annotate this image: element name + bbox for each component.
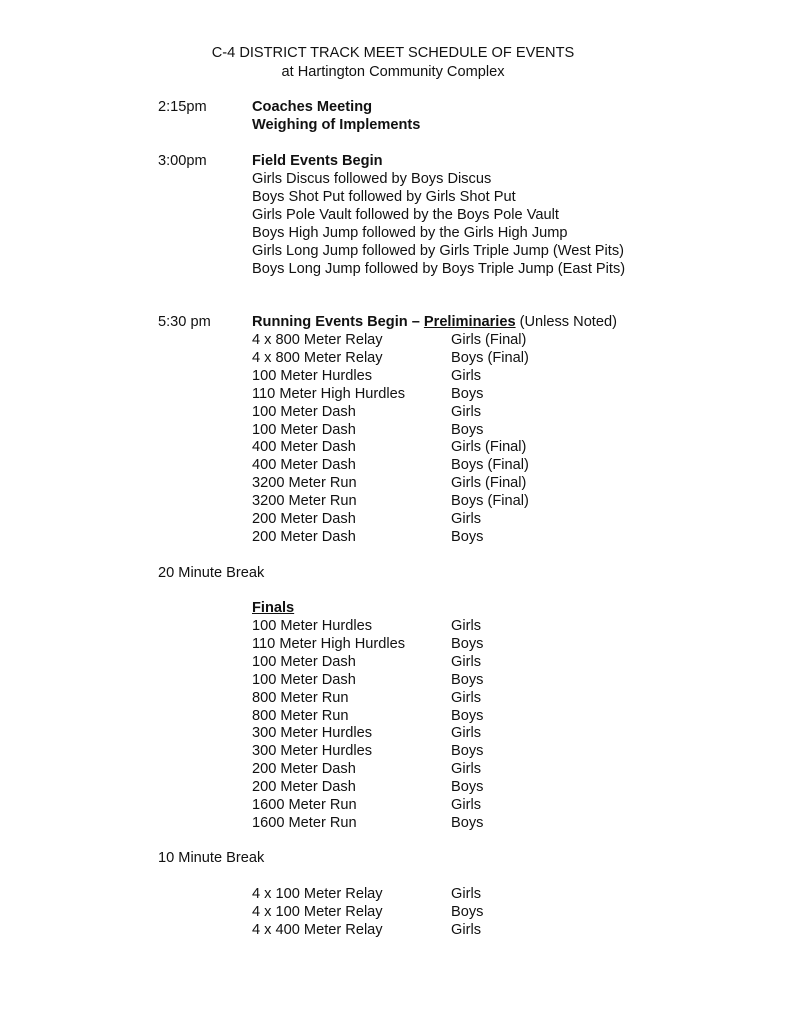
event-row [0,385,786,403]
time-215: 2:15pm [158,99,207,115]
event-row [0,742,786,760]
event-row [0,331,786,349]
event-row [0,707,786,725]
event-group: Boys (Final) [451,349,529,366]
event-name: 100 Meter Dash [252,671,356,688]
event-name: 3200 Meter Run [252,475,357,492]
event-group: Boys (Final) [451,493,529,510]
event-group: Girls (Final) [451,332,527,348]
event-group: Boys [451,671,484,688]
event-row [0,903,786,921]
field-event-item: Girls Long Jump followed by Girls Triple Jump (West Pits) [252,242,624,259]
event-name: 200 Meter Dash [252,779,356,796]
running-events-heading [252,313,617,331]
event-name: 1600 Meter Run [252,797,357,813]
event-group: Girls (Final) [451,439,527,456]
event-name: 4 x 100 Meter Relay [252,886,383,902]
event-name: 110 Meter High Hurdles [252,635,406,652]
event-group: Girls (Final) [451,475,527,492]
event-row [0,653,786,671]
event-row [0,689,786,707]
event-row [0,635,786,653]
event-row [0,760,786,778]
event-group: Girls [451,689,481,706]
event-row [0,796,786,814]
event-row [0,403,786,421]
event-name: 100 Meter Dash [252,653,356,670]
event-name: 300 Meter Hurdles [252,743,373,760]
time-300: 3:00pm [158,153,207,169]
event-group: Girls [451,725,481,742]
event-row [0,510,786,528]
event-row [0,367,786,385]
event-name: 200 Meter Dash [252,511,356,527]
event-row [0,474,786,492]
event-name: 4 x 100 Meter Relay [252,903,383,920]
document-title: C-4 DISTRICT TRACK MEET SCHEDULE OF EVENTS [211,45,575,61]
document-subtitle: at Hartington Community Complex [281,64,505,80]
event-name: 800 Meter Run [252,707,349,724]
event-group: Girls [451,618,481,634]
event-group: Boys [451,814,484,831]
event-row [0,921,786,939]
event-row [0,421,786,439]
break-10-label: 10 Minute Break [158,850,265,866]
field-event-item: Girls Pole Vault followed by the Boys Pole Vault [252,206,559,223]
event-group: Boys [451,707,484,724]
event-name: 4 x 800 Meter Relay [252,332,383,348]
event-row [0,617,786,635]
event-group: Girls [451,653,481,670]
coaches-meeting-heading: Coaches Meeting [252,99,373,115]
event-name: 1600 Meter Run [252,814,357,831]
event-row [0,724,786,742]
event-name: 800 Meter Run [252,689,349,706]
event-row [0,885,786,903]
preliminaries-label: Preliminaries [423,314,516,330]
break-20-label: 20 Minute Break [158,565,265,581]
finals-heading: Finals [252,600,295,616]
event-group: Girls [451,511,481,527]
event-name: 100 Meter Dash [252,421,356,438]
event-row [0,671,786,689]
event-group: Girls [451,797,481,813]
event-name: 200 Meter Dash [252,761,356,778]
event-row [0,349,786,367]
field-event-item: Girls Discus followed by Boys Discus [252,171,492,187]
event-group: Boys [451,903,484,920]
event-name: 400 Meter Dash [252,439,356,456]
event-name: 300 Meter Hurdles [252,725,373,742]
field-event-item: Boys Shot Put followed by Girls Shot Put [252,188,516,205]
event-group: Boys [451,421,484,438]
event-row [0,778,786,796]
event-name: 200 Meter Dash [252,528,356,545]
field-events-heading: Field Events Begin [252,153,383,169]
field-event-item: Boys Long Jump followed by Boys Triple Jump (East Pits) [252,260,626,277]
event-name: 100 Meter Hurdles [252,618,373,634]
time-530: 5:30 pm [158,314,211,330]
event-group: Girls [451,921,481,938]
weighing-implements-heading: Weighing of Implements [252,117,421,133]
event-group: Boys [451,385,484,402]
event-name: 4 x 800 Meter Relay [252,349,383,366]
event-name: 4 x 400 Meter Relay [252,921,383,938]
event-name: 100 Meter Hurdles [252,367,373,384]
event-name: 110 Meter High Hurdles [252,385,406,402]
event-group: Girls [451,761,481,778]
event-group: Boys [451,528,484,545]
event-group: Boys (Final) [451,457,529,474]
unless-noted-label: (Unless Noted) [515,314,617,330]
event-group: Girls [451,367,481,384]
event-row [0,456,786,474]
event-group: Boys [451,779,484,796]
event-row [0,814,786,832]
event-row [0,492,786,510]
event-group: Girls [451,403,481,420]
event-name: 3200 Meter Run [252,493,357,510]
running-heading-main: Running Events Begin – [252,314,424,330]
event-name: 100 Meter Dash [252,403,356,420]
event-row [0,528,786,546]
event-group: Boys [451,743,484,760]
event-group: Boys [451,635,484,652]
event-name: 400 Meter Dash [252,457,356,474]
field-event-item: Boys High Jump followed by the Girls High Jump [252,224,568,241]
event-row [0,438,786,456]
event-group: Girls [451,886,481,902]
